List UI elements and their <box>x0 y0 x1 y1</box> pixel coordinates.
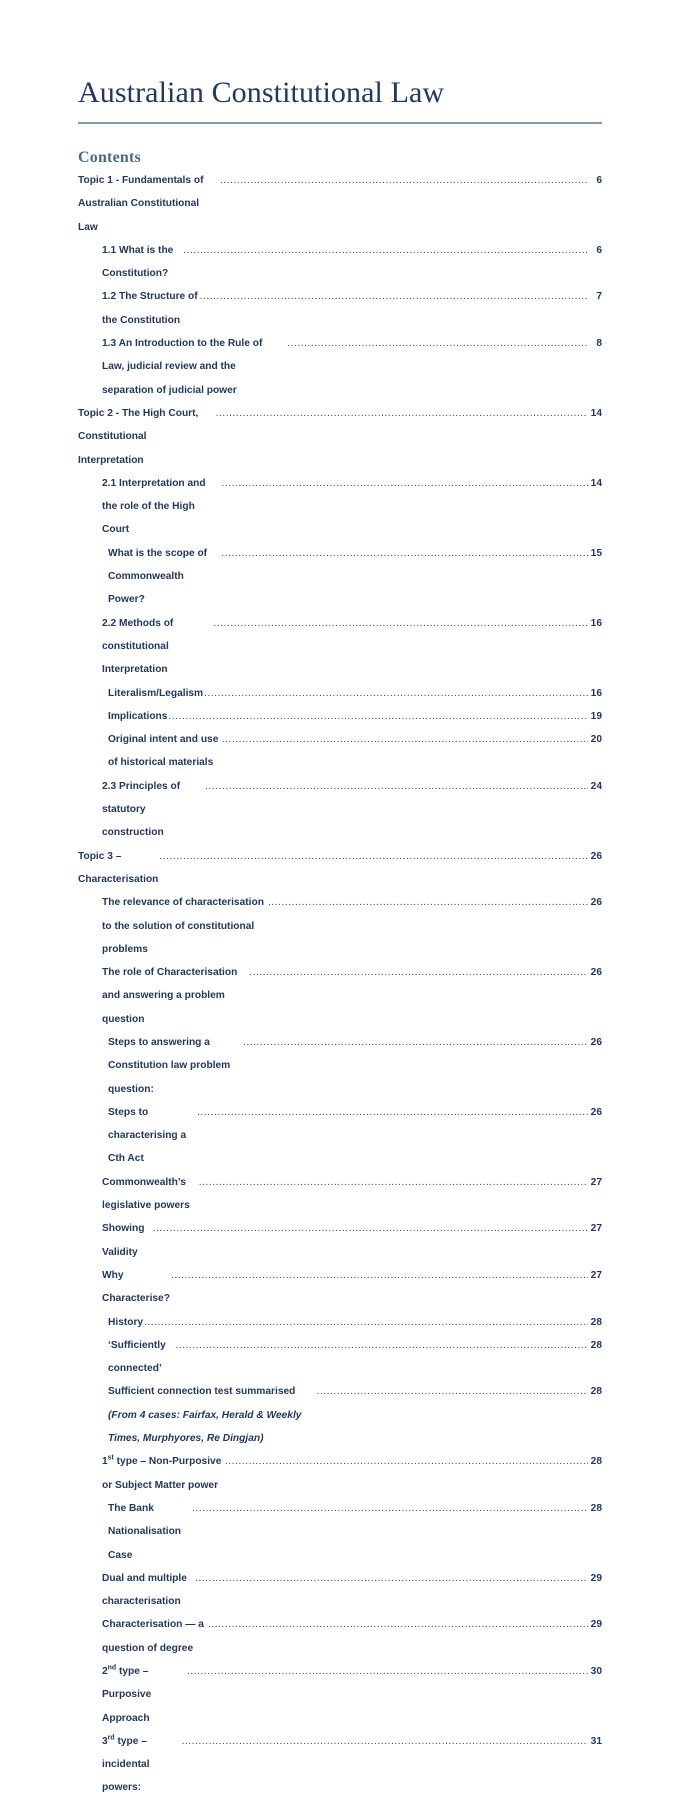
toc-entry-label: 2.1 Interpretation and the role of the High Court <box>102 477 206 536</box>
dot-leader <box>159 845 588 868</box>
toc-page-number: 14 <box>590 477 602 489</box>
toc-page-number: 31 <box>590 1735 602 1747</box>
toc-page-number: 27 <box>590 1223 602 1235</box>
toc-entry[interactable] <box>78 1613 602 1660</box>
toc-entry-row <box>102 1660 602 1730</box>
toc-page-number: 28 <box>590 1456 602 1468</box>
dot-leader <box>197 1101 588 1124</box>
toc-entry[interactable] <box>78 775 602 845</box>
dot-leader <box>195 1567 588 1590</box>
toc-entry[interactable] <box>78 1311 602 1334</box>
dot-leader <box>216 402 588 425</box>
toc-entry-row <box>102 1730 602 1800</box>
toc-entry[interactable] <box>78 612 602 682</box>
dot-leader <box>144 1311 588 1334</box>
toc-entry-row <box>102 1567 602 1614</box>
toc-entry-row <box>108 1380 602 1450</box>
toc-entry[interactable] <box>78 169 602 239</box>
toc-page-number: 16 <box>590 687 602 699</box>
toc-entry-row <box>108 705 602 728</box>
toc-entry[interactable] <box>78 682 602 705</box>
toc-entry-row <box>78 845 602 892</box>
toc-entry-row <box>102 1613 602 1660</box>
toc-entry[interactable] <box>78 402 602 472</box>
toc-entry-label: Why Characterise? <box>102 1269 170 1305</box>
toc-entry-row <box>108 542 602 612</box>
toc-page-number: 15 <box>590 547 602 559</box>
toc-entry-label: What is the scope of Commonwealth Power? <box>108 547 208 606</box>
toc-entry-label: 2.2 Methods of constitutional Interpretation <box>102 617 174 676</box>
toc-entry-label: 1.3 An Introduction to the Rule of Law, judicial review and the separation of judicial power <box>102 338 263 396</box>
toc-entry-row <box>108 1311 602 1334</box>
toc-page-number: 24 <box>590 780 602 792</box>
dot-leader <box>287 332 588 355</box>
toc-page-number: 26 <box>590 1106 602 1118</box>
toc-entry-row <box>102 612 602 682</box>
toc-entry-label: 3rd type – incidental powers: <box>102 1734 150 1794</box>
toc-entry-row <box>102 961 602 1031</box>
toc-entry-row <box>102 1264 602 1311</box>
toc-page-number: 20 <box>590 734 602 746</box>
toc-entry[interactable] <box>78 1567 602 1614</box>
toc-entry-label: The role of Characterisation and answering a problem question <box>102 967 238 1025</box>
toc-page-number: 27 <box>590 1176 602 1188</box>
toc-entry-label: 2nd type – Purposive Approach <box>102 1664 152 1724</box>
toc-entry-label: Characterisation — a question of degree <box>102 1619 204 1654</box>
toc-entry-label: Implications <box>108 710 168 722</box>
dot-leader <box>199 1171 588 1194</box>
toc-entry-label: History <box>108 1316 144 1328</box>
toc-entry-label: ‘Sufficiently connected’ <box>108 1339 166 1375</box>
toc-entry[interactable] <box>78 1660 602 1730</box>
toc-entry-row <box>108 1031 602 1101</box>
dot-leader <box>192 1497 588 1520</box>
toc-entry-row <box>108 682 602 705</box>
toc-entry[interactable] <box>78 1497 602 1567</box>
toc-page-number: 26 <box>590 1036 602 1048</box>
ordinal-suffix: nd <box>107 1664 117 1672</box>
page-title: Australian Constitutional Law <box>78 76 445 109</box>
toc-entry-label: 1st type – Non-Purposive or Subject Matter power <box>102 1454 222 1491</box>
toc-entry[interactable] <box>78 1101 602 1171</box>
toc-entry-italic-note: (From 4 cases: Fairfax, Herald & Weekly Times, Murphyores, Re Dingjan) <box>108 1409 302 1445</box>
toc-entry-label: Original intent and use of historical materials <box>108 734 219 769</box>
dot-leader <box>187 1660 588 1683</box>
contents-heading: Contents <box>78 149 141 166</box>
toc-page-number: 28 <box>590 1386 602 1398</box>
toc-entry[interactable] <box>78 961 602 1031</box>
toc-entry[interactable] <box>78 1217 602 1264</box>
dot-leader <box>205 775 588 798</box>
toc-entry-row <box>102 285 602 332</box>
toc-entry[interactable] <box>78 1450 602 1497</box>
dot-leader <box>208 1613 588 1636</box>
toc-entry[interactable] <box>78 1171 602 1218</box>
toc-entry-label: Topic 3 – Characterisation <box>78 850 159 885</box>
dot-leader <box>171 1264 588 1287</box>
toc-entry[interactable] <box>78 542 602 612</box>
toc-entry-row <box>102 239 602 286</box>
toc-page-number: 27 <box>590 1269 602 1281</box>
toc-entry-label: Steps to answering a Constitution law problem question: <box>108 1036 231 1095</box>
dot-leader <box>249 961 588 984</box>
toc-entry[interactable] <box>78 1334 602 1381</box>
toc-page-number: 26 <box>590 897 602 909</box>
toc-page-number: 28 <box>590 1339 602 1351</box>
toc-page-number: 30 <box>590 1666 602 1677</box>
toc-entry-label: Topic 1 - Fundamentals of Australian Constitutional Law <box>78 175 204 233</box>
toc-entry-row <box>102 332 602 402</box>
toc-entry-label: Sufficient connection test summarised (From 4 cases: Fairfax, Herald & Weekly Times, Murphyores, Re Dingjan) <box>108 1386 302 1445</box>
toc-entry-label: Steps to characterising a Cth Act <box>108 1106 187 1165</box>
toc-page-number: 28 <box>590 1502 602 1514</box>
toc-page-number: 8 <box>596 338 602 350</box>
table-of-contents <box>78 169 602 1800</box>
toc-entry[interactable] <box>78 285 602 332</box>
toc-entry-label: 2.3 Principles of statutory construction <box>102 780 181 839</box>
toc-entry-row <box>102 1450 602 1497</box>
dot-leader <box>243 1031 588 1054</box>
toc-entry-row <box>102 775 602 845</box>
toc-page-number: 14 <box>590 407 602 419</box>
toc-entry-label: The relevance of characterisation to the solution of constitutional problems <box>102 897 264 955</box>
toc-entry-label: Commonwealth’s legislative powers <box>102 1176 190 1212</box>
toc-page-number: 6 <box>596 244 602 256</box>
toc-entry[interactable] <box>78 1031 602 1101</box>
page-content <box>78 0 602 1800</box>
toc-entry[interactable] <box>78 705 602 728</box>
toc-page-number: 16 <box>590 617 602 629</box>
toc-entry[interactable] <box>78 332 602 402</box>
toc-page-number: 26 <box>590 850 602 862</box>
toc-page-number: 19 <box>590 710 602 722</box>
dot-leader <box>225 1450 588 1473</box>
dot-leader <box>221 542 588 565</box>
dot-leader <box>222 728 588 751</box>
toc-page-number: 6 <box>596 175 602 186</box>
toc-entry[interactable] <box>78 1264 602 1311</box>
toc-entry-row <box>102 472 602 542</box>
toc-page-number: 26 <box>590 967 602 979</box>
dot-leader <box>182 1730 588 1753</box>
toc-entry-row <box>108 1101 602 1171</box>
dot-leader <box>168 705 588 728</box>
dot-leader <box>316 1380 588 1403</box>
toc-entry-label: Literalism/Legalism <box>108 687 204 699</box>
toc-entry-label: 1.1 What is the Constitution? <box>102 244 174 280</box>
dot-leader <box>176 1334 589 1357</box>
toc-entry-label: Topic 2 - The High Court, Constitutional Interpretation <box>78 407 199 466</box>
dot-leader <box>200 285 588 308</box>
toc-page-number: 7 <box>596 291 602 303</box>
toc-entry-label: Dual and multiple characterisation <box>102 1572 187 1608</box>
ordinal-suffix: rd <box>107 1734 115 1742</box>
toc-page-number: 29 <box>590 1572 602 1584</box>
toc-entry[interactable] <box>78 728 602 775</box>
ordinal-suffix: st <box>107 1454 114 1462</box>
toc-entry-row <box>78 169 602 239</box>
toc-entry-row <box>102 891 602 961</box>
toc-entry-label: 1.2 The Structure of the Constitution <box>102 291 198 326</box>
dot-leader <box>221 472 588 495</box>
dot-leader <box>204 682 588 705</box>
toc-entry-row <box>102 1217 602 1264</box>
toc-page-number: 28 <box>590 1316 602 1328</box>
toc-entry[interactable] <box>78 1380 602 1450</box>
toc-entry-row <box>108 728 602 775</box>
toc-entry[interactable] <box>78 891 602 961</box>
toc-entry-label: The Bank Nationalisation Case <box>108 1502 182 1561</box>
toc-page-number: 29 <box>590 1619 602 1631</box>
toc-entry[interactable] <box>78 1730 602 1800</box>
toc-entry-row <box>108 1497 602 1567</box>
dot-leader <box>214 612 588 635</box>
dot-leader <box>268 891 588 914</box>
toc-entry[interactable] <box>78 239 602 286</box>
dot-leader <box>153 1217 588 1240</box>
toc-entry-row <box>78 402 602 472</box>
toc-entry[interactable] <box>78 845 602 892</box>
toc-entry-row <box>102 1171 602 1218</box>
dot-leader <box>220 169 588 192</box>
toc-entry-row <box>108 1334 602 1381</box>
toc-entry[interactable] <box>78 472 602 542</box>
toc-entry-label: Showing Validity <box>102 1223 145 1258</box>
dot-leader <box>183 239 588 262</box>
